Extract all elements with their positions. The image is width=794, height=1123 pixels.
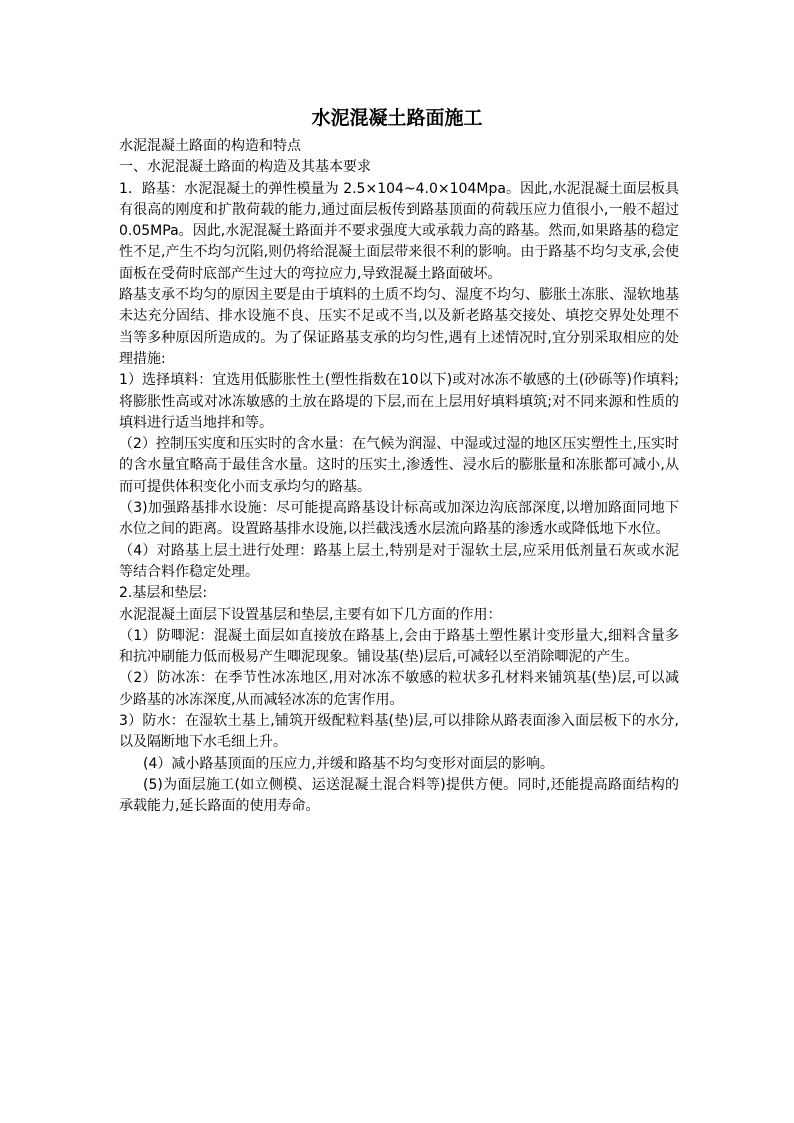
list-item-drainage: （3)加强路基排水设施：尽可能提高路基设计标高或加深边沟底部深度,以增加路面同地下水位之间的距离。设置路基排水设施,以拦截浅透水层流向路基的渗透水或降低地下水位。 [119, 500, 679, 538]
paragraph-uneven-support: 路基支承不均匀的原因主要是由于填料的土质不均匀、湿度不均匀、膨胀土冻胀、湿软地基未达充分固结、排水设施不良、压实不足或不当,以及新老路基交接处、填挖交界处处理不当等多种原因所造成的。为了保证路基支承的均匀性,遇有上述情况时,宜分别采取相应的处理措施: [119, 287, 679, 367]
list-item-upper-soil: （4）对路基上层土进行处理：路基上层土,特别是对于湿软土层,应采用低剂量石灰或水泥等结合料作稳定处理。 [119, 542, 679, 580]
paragraph-base-functions: 水泥混凝土面层下设置基层和垫层,主要有如下几方面的作用： [119, 606, 502, 623]
section-heading: 水泥混凝土路面的构造和特点 [119, 138, 301, 154]
document-title: 水泥混凝土路面施工 [311, 107, 483, 129]
document-body [119, 136, 679, 818]
paragraph-subgrade: 1．路基：水泥混凝土的弹性模量为 2.5×104~4.0×104Mpa。因此,水泥混凝土面层板具有很高的刚度和扩散荷载的能力,通过面层板传到路基顶面的荷载压应力值很小,一般不超过 0.05MPa。因此,水泥混凝土路面并不要求强度大或承载力高的路基。然而,如果路基的稳定性不足,产生不均匀沉陷,则仍将给混凝土面层带来很不利的影响。由于路基不均匀支承,会使面板在受荷时底部产生过大的弯拉应力,导致混凝土路面破坏。 [119, 180, 679, 282]
section-subheading: 一、水泥混凝土路面的构造及其基本要求 [119, 159, 371, 176]
list-item-anti-freeze: （2）防冰冻：在季节性冰冻地区,用对冰冻不敏感的粒状多孔材料来铺筑基(垫)层,可以减少路基的冰冻深度,从而减轻冰冻的危害作用。 [119, 670, 679, 708]
list-item-reduce-stress: (4）减小路基顶面的压应力,并缓和路基不均匀变形对面层的影响。 [143, 755, 554, 772]
list-item-compaction: （2）控制压实度和压实时的含水量：在气候为润湿、中湿或过湿的地区压实塑性土,压实时的含水量宜略高于最佳含水量。这时的压实土,渗透性、浸水后的膨胀量和冻胀都可减小,从而可提供体积变化小而支承均匀的路基。 [119, 436, 679, 495]
list-item-anti-pumping: （1）防唧泥：混凝土面层如直接放在路基上,会由于路基土塑性累计变形量大,细料含量多和抗冲刷能力低而极易产生唧泥现象。铺设基(垫)层后,可减轻以至消除唧泥的产生。 [119, 627, 679, 666]
list-item-fill-material: 1）选择填料：宜选用低膨胀性土(塑性指数在10以下)或对冰冻不敏感的土(砂砾等)作填料;将膨胀性高或对冰冻敏感的土放在路堤的下层,而在上层用好填料填筑;对不同来源和性质的填料进行适当地拌和等。 [119, 372, 679, 431]
list-item-waterproof: 3）防水：在湿软土基上,铺筑开级配粒料基(垫)层,可以排除从路表面渗入面层板下的水分,以及隔断地下水毛细上升。 [119, 713, 679, 751]
list-item-construction-convenience: (5)为面层施工(如立侧模、运送混凝土混合料等)提供方便。同时,还能提高路面结构的承载能力,延长路面的使用寿命。 [119, 776, 679, 815]
subsection-heading-base: 2.基层和垫层: [119, 585, 208, 602]
